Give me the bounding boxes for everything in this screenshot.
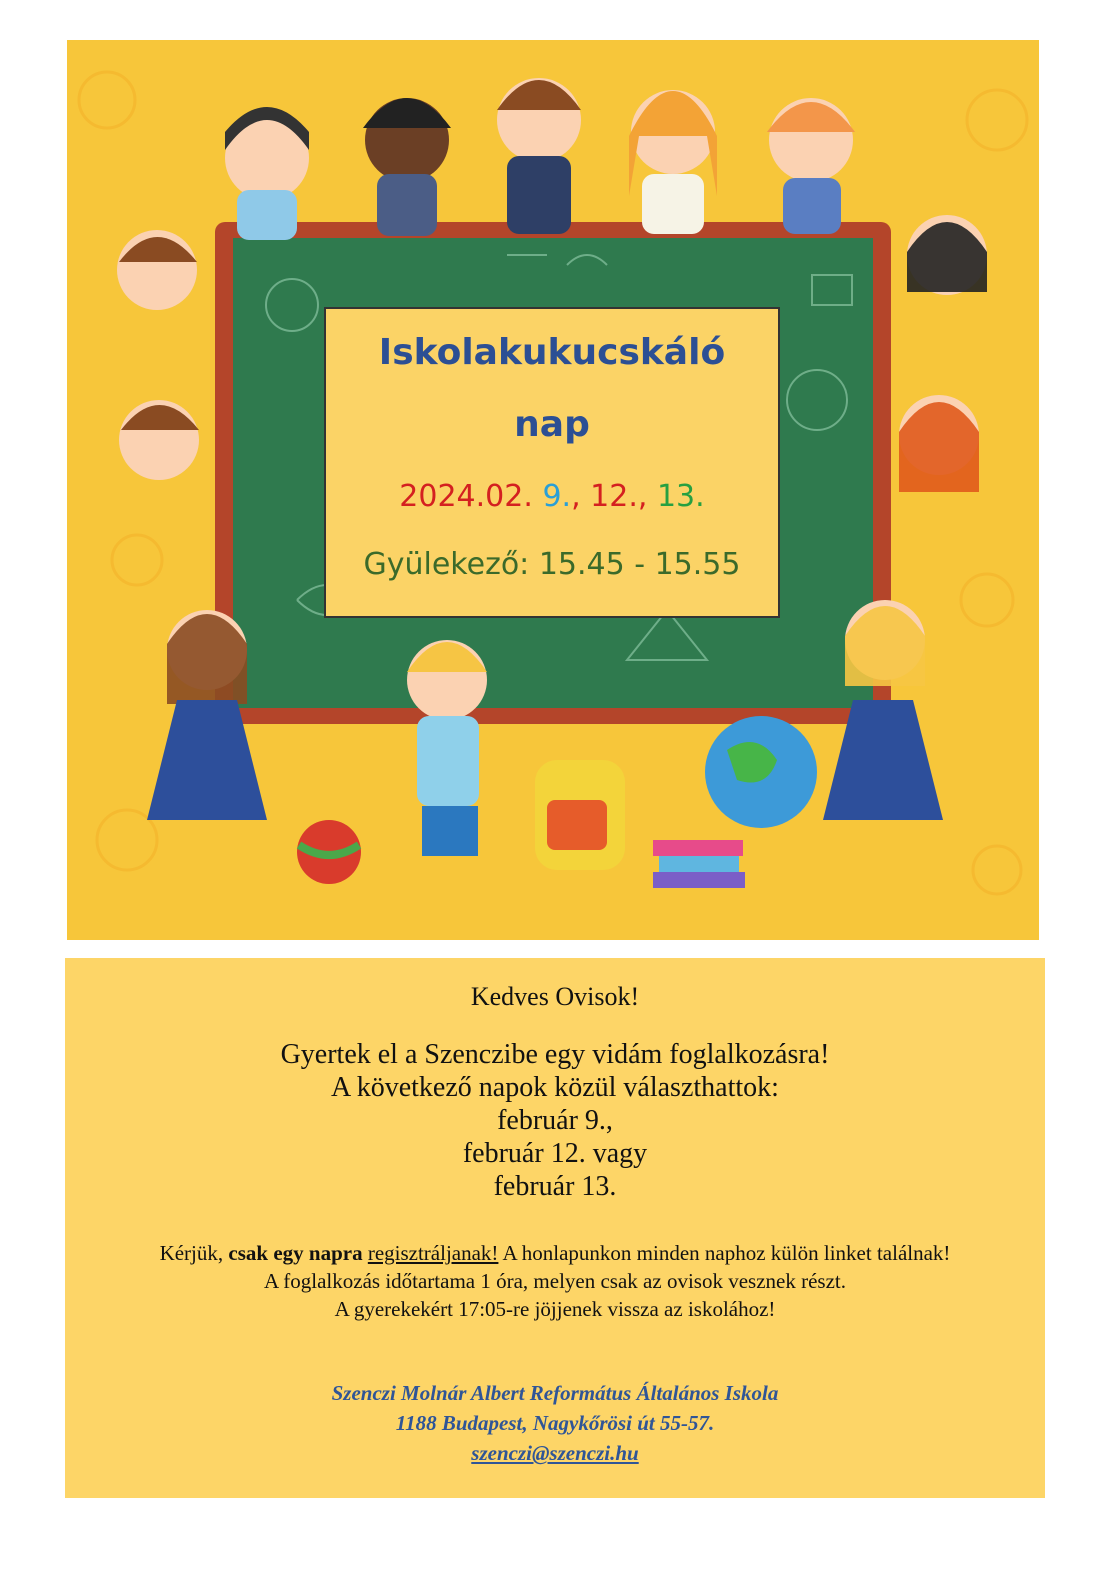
date-day-3: 13. — [656, 479, 705, 514]
date-day-2: 12. — [590, 479, 638, 514]
invite-line: Gyertek el a Szenczibe egy vidám foglalkozásra! — [280, 1039, 830, 1070]
greeting: Kedves Ovisok! — [470, 982, 640, 1011]
title-card — [324, 307, 780, 618]
poster-illustration — [67, 40, 1039, 940]
note-text: Kérjük, — [159, 1241, 229, 1265]
note-text: A honlapunkon minden naphoz külön linket találnak! — [498, 1241, 951, 1265]
date-prefix: 2024.02. — [399, 479, 533, 514]
date-separator: , — [637, 479, 648, 514]
school-name: Szenczi Molnár Albert Református Általános Iskola — [331, 1381, 779, 1405]
invitation-text — [65, 1038, 1045, 1203]
note-registration — [95, 1239, 1015, 1267]
gathering-time: Gyülekező: 15.45 - 15.55 — [363, 547, 741, 582]
event-dates — [326, 479, 778, 514]
school-address: 1188 Budapest, Nagykőrösi út 55-57. — [395, 1411, 715, 1435]
note-duration: A foglalkozás időtartama 1 óra, melyen csak az ovisok vesznek részt. — [264, 1269, 846, 1293]
invite-date: február 9., — [497, 1105, 613, 1136]
register-link[interactable]: regisztráljanak! — [367, 1241, 499, 1265]
date-separator: , — [571, 479, 581, 514]
date-day-1: 9. — [542, 479, 572, 514]
school-email-link[interactable]: szenczi@szenczi.hu — [471, 1441, 639, 1465]
school-contact — [65, 1378, 1045, 1468]
event-title-line2: nap — [514, 404, 590, 445]
event-title: Iskolakukucskáló — [378, 332, 726, 373]
invite-line: A következő napok közül választhattok: — [331, 1072, 779, 1103]
invite-date: február 12. vagy — [462, 1138, 648, 1169]
note-pickup: A gyerekekért 17:05-re jöjjenek vissza az iskolához! — [334, 1297, 776, 1321]
note-bold: csak egy napra — [228, 1241, 363, 1265]
registration-notes — [95, 1239, 1015, 1323]
info-panel — [65, 958, 1045, 1498]
invite-date: február 13. — [493, 1171, 617, 1202]
